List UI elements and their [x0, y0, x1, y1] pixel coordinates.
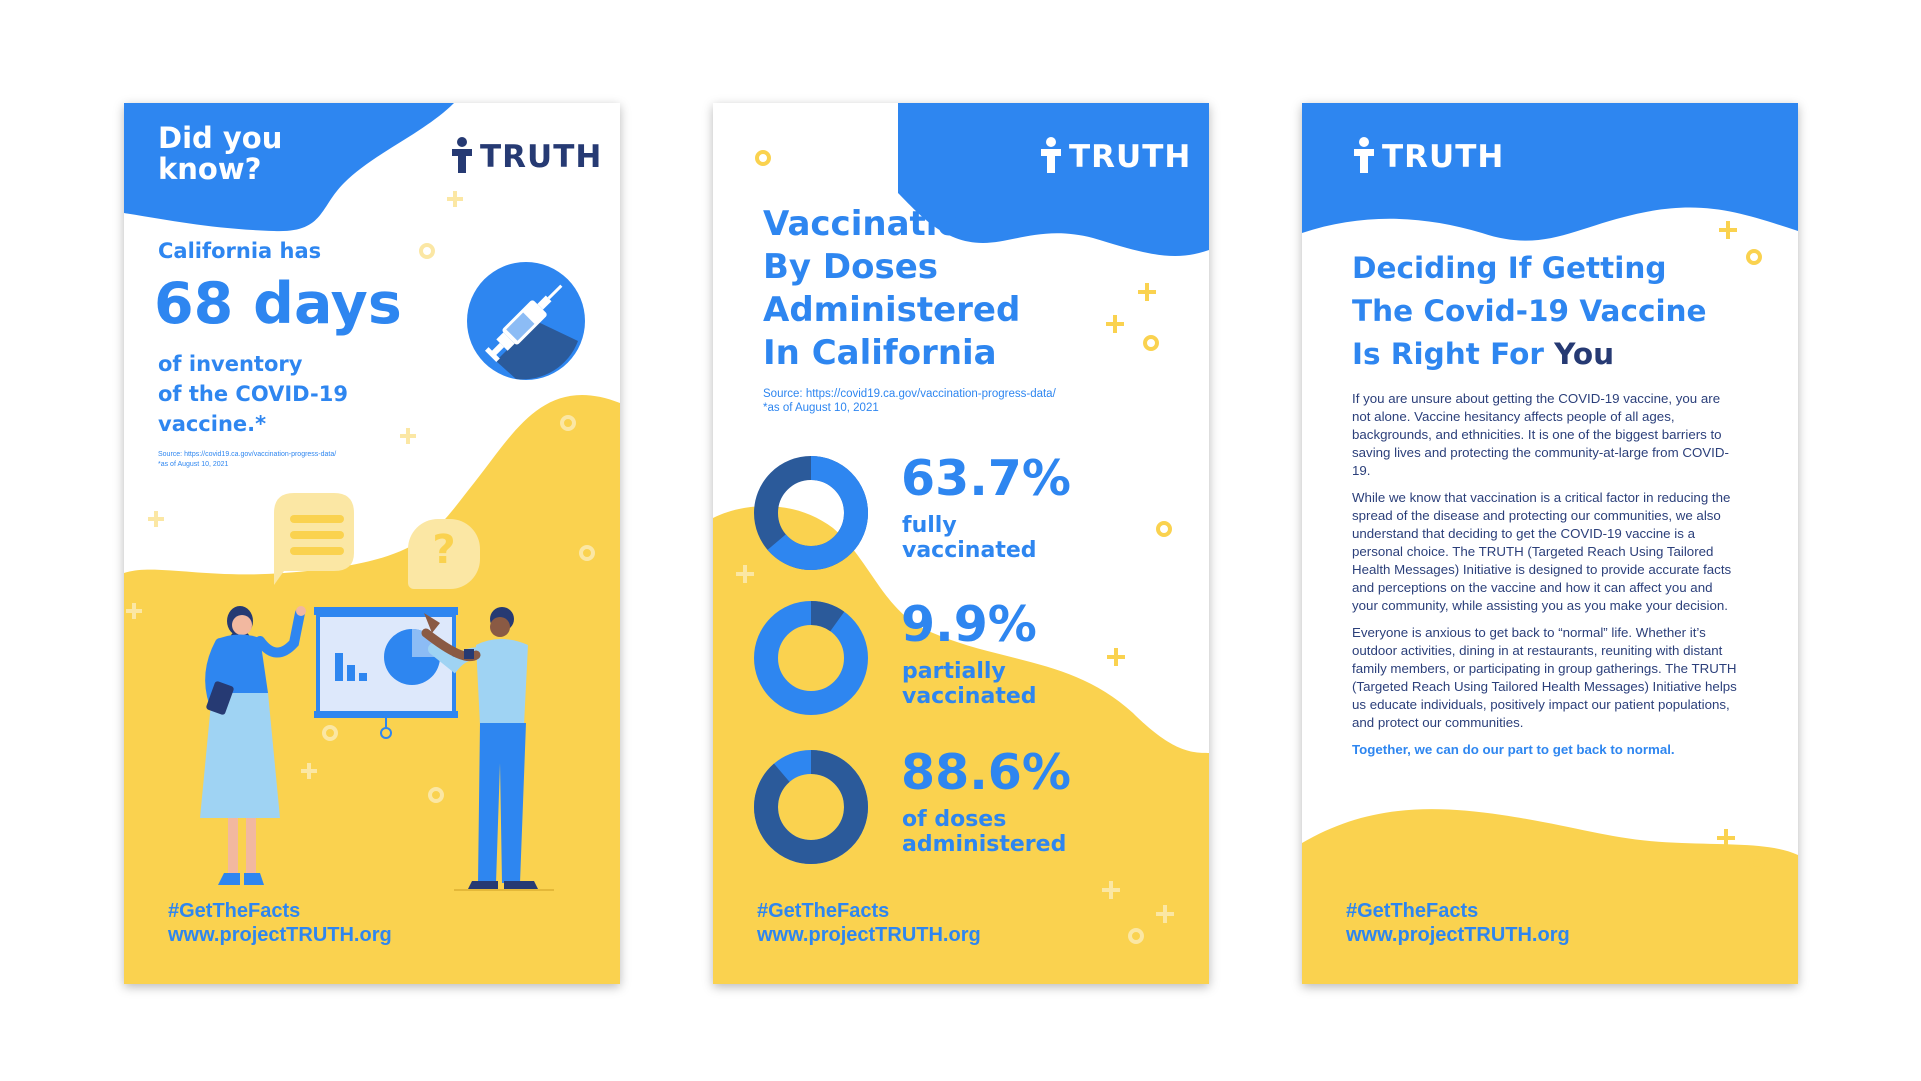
- logo-text: TRUTH: [1069, 139, 1192, 175]
- label-line-2: administered: [902, 832, 1067, 857]
- label-line-2: vaccinated: [902, 538, 1037, 563]
- hashtag: #GetTheFacts: [1346, 900, 1479, 922]
- title-emphasis-you: You: [1554, 337, 1615, 371]
- logo-text: TRUTH: [1382, 139, 1505, 175]
- website-link[interactable]: www.projectTRUTH.org: [1346, 924, 1570, 946]
- title-line-1: Vaccinations: [763, 204, 1006, 244]
- hashtag: #GetTheFacts: [168, 900, 301, 922]
- stat-value-fully: 63.7%: [901, 450, 1071, 507]
- title-line-2: By Doses: [763, 247, 939, 287]
- website-link[interactable]: www.projectTRUTH.org: [757, 924, 981, 946]
- title-line-1: Deciding If Getting: [1352, 251, 1667, 285]
- stat-value-doses: 88.6%: [901, 744, 1071, 801]
- date-note: *as of August 10, 2021: [158, 461, 229, 468]
- title-line-3-start: Is Right For: [1352, 337, 1555, 371]
- title-line-2: The Covid-19 Vaccine: [1352, 294, 1707, 328]
- logo-text: TRUTH: [480, 139, 603, 175]
- badge-line-1: Did you: [158, 121, 283, 155]
- label-line-2: vaccinated: [902, 684, 1037, 709]
- decorative-sparkles: [1302, 103, 1798, 984]
- source-line: Source: https://covid19.ca.gov/vaccination-progress-data/: [158, 451, 337, 458]
- infographic-card-did-you-know: [124, 103, 620, 984]
- closing-line: Together, we can do our part to get back to normal.: [1352, 742, 1675, 757]
- desc-line-3: vaccine.*: [158, 412, 267, 436]
- source-line: Source: https://covid19.ca.gov/vaccination-progress-data/: [763, 388, 1056, 400]
- decorative-sparkles: [713, 103, 1209, 984]
- big-stat: 68 days: [154, 271, 402, 337]
- label-line-1: partially: [902, 659, 1006, 684]
- paragraph-3: Everyone is anxious to get back to “normal” life. Whether it’s outdoor activities, dining in at restaurants, reuniting with distant family members, or participating in group gatherings. The TRUTH (Targeted Reach Using Tailored Health Messages) Initiative helps us educate individuals, positively impact our patient populations, and protect our communities.: [1352, 625, 1737, 730]
- question-mark-icon: ?: [432, 527, 456, 573]
- paragraph-2: While we know that vaccination is a critical factor in reducing the spread of the disease and protecting our communities, we also understand that deciding to get the COVID-19 vaccine is a personal choice. The TRUTH (Targeted Reach Using Tailored Health Messages) Initiative is designed to provide accurate facts and perceptions on the vaccine and how it can affect you and your community, while assisting you as you make your decision.: [1352, 490, 1732, 613]
- desc-line-2: of the COVID-19: [158, 382, 348, 406]
- infographic-card-vaccinations: [713, 103, 1209, 984]
- title-line-3: Administered: [763, 290, 1021, 330]
- intro-text: California has: [158, 239, 322, 263]
- decorative-sparkles: [124, 103, 620, 984]
- title-line-4: In California: [763, 333, 997, 373]
- desc-line-1: of inventory: [158, 352, 303, 376]
- stat-value-partially: 9.9%: [901, 596, 1037, 653]
- infographic-card-deciding: [1302, 103, 1798, 984]
- paragraph-1: If you are unsure about getting the COVID-19 vaccine, you are not alone. Vaccine hesitancy affects people of all ages, backgrounds, and ethnicities. It is one of the biggest barriers to saving lives and protecting the community-at-large from COVID-19.: [1352, 391, 1729, 478]
- hashtag: #GetTheFacts: [757, 900, 890, 922]
- badge-line-2: know?: [158, 152, 262, 186]
- label-line-1: fully: [902, 513, 957, 538]
- label-line-1: of doses: [902, 807, 1007, 832]
- website-link[interactable]: www.projectTRUTH.org: [168, 924, 392, 946]
- date-note: *as of August 10, 2021: [763, 402, 879, 414]
